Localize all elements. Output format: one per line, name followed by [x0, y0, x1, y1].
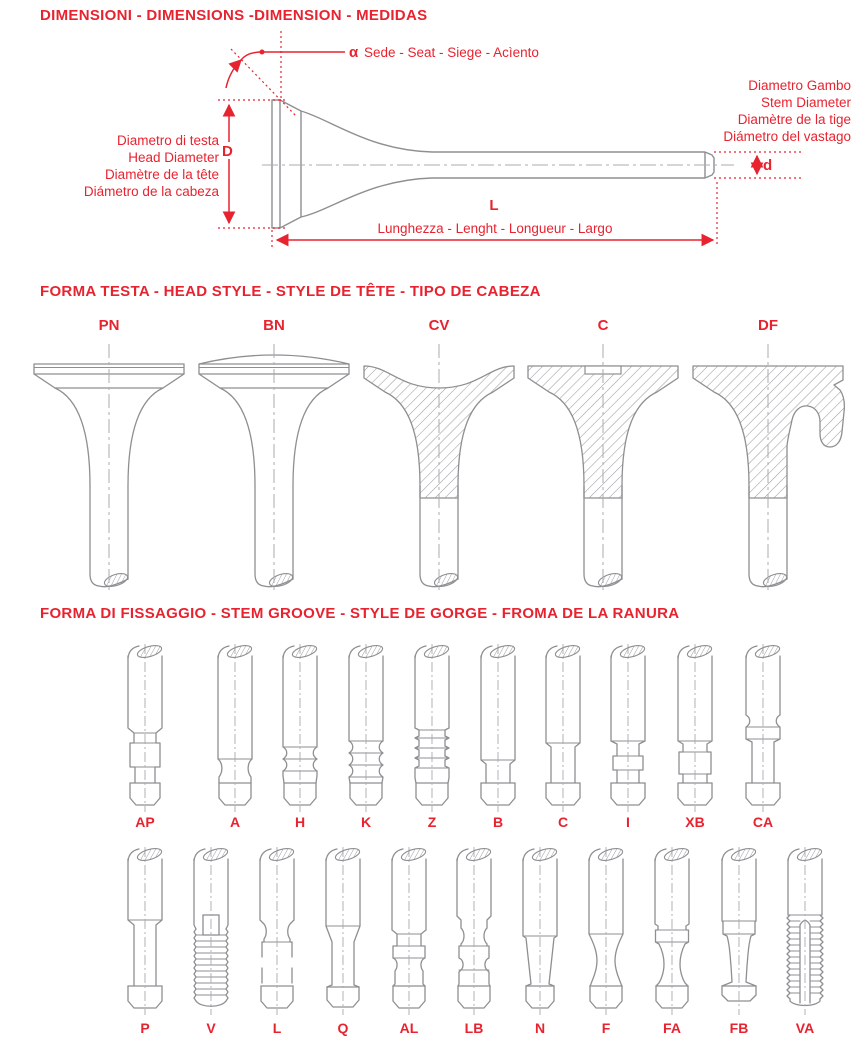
stem-groove-label-C: C	[557, 814, 569, 830]
seat-label: Sede - Seat - Siege - Acìento	[364, 45, 539, 60]
stem-groove-figure-N	[518, 845, 562, 1017]
stem-groove-label-AL: AL	[399, 1020, 419, 1036]
angle-arc	[226, 60, 241, 88]
stem-groove-label-B: B	[492, 814, 504, 830]
stem-groove-figure-L	[255, 845, 299, 1017]
stem-groove-figure-P	[123, 845, 167, 1017]
stem-groove-label-Q: Q	[337, 1020, 349, 1036]
stem-diameter-line-3: Diamètre de la tige	[737, 112, 851, 127]
stem-groove-figure-A	[213, 642, 257, 814]
stem-diameter-line-4: Diámetro del vastago	[723, 129, 851, 144]
dim-symbol-L: L	[489, 197, 499, 214]
head-diameter-line-3: Diamètre de la tête	[104, 167, 219, 182]
stem-groove-label-F: F	[601, 1020, 611, 1036]
stem-groove-label-I: I	[626, 814, 630, 830]
stem-groove-label-FB: FB	[729, 1020, 749, 1036]
stem-grooves-title: FORMA DI FISSAGGIO - STEM GROOVE - STYLE DE GORGE - FROMA DE LA RANURA	[40, 605, 680, 622]
stem-groove-label-V: V	[206, 1020, 216, 1036]
dim-symbol-d: d	[763, 157, 773, 174]
head-diameter-line-1: Diametro di testa	[116, 133, 219, 148]
head-style-figure-CV	[359, 336, 519, 601]
stem-groove-figure-Z	[410, 642, 454, 814]
stem-groove-figure-B	[476, 642, 520, 814]
stem-groove-figure-AL	[387, 845, 431, 1017]
stem-groove-label-VA: VA	[795, 1020, 815, 1036]
stem-groove-figure-CA	[741, 642, 785, 814]
head-style-label-C: C	[597, 317, 609, 334]
head-style-label-DF: DF	[758, 317, 778, 334]
stem-groove-figure-AP	[123, 642, 167, 814]
head-style-label-BN: BN	[263, 317, 285, 334]
head-style-label-PN: PN	[98, 317, 120, 334]
dimension-diagram	[0, 28, 860, 268]
head-diameter-line-4: Diámetro de la cabeza	[83, 184, 219, 199]
dimension-annotations	[218, 31, 801, 247]
stem-groove-label-N: N	[534, 1020, 546, 1036]
stem-groove-label-AP: AP	[135, 814, 155, 830]
stem-groove-figure-LB	[452, 845, 496, 1017]
stem-groove-figure-F	[584, 845, 628, 1017]
stem-groove-figure-FA	[650, 845, 694, 1017]
stem-groove-label-H: H	[294, 814, 306, 830]
head-styles-title: FORMA TESTA - HEAD STYLE - STYLE DE TÊTE - TIPO DE CABEZA	[40, 283, 541, 300]
stem-groove-figure-H	[278, 642, 322, 814]
leader-curve	[241, 52, 262, 60]
stem-groove-label-A: A	[229, 814, 241, 830]
stem-groove-label-CA: CA	[752, 814, 774, 830]
extension-lines	[218, 31, 801, 247]
leader-dot	[260, 50, 265, 55]
head-style-figure-C	[523, 336, 683, 601]
length-label: Lunghezza - Lenght - Longueur - Largo	[377, 221, 613, 236]
stem-groove-figure-I	[606, 642, 650, 814]
dim-symbol-D: D	[222, 143, 233, 160]
stem-diameter-line-2: Stem Diameter	[760, 95, 851, 110]
head-style-figure-PN	[29, 336, 189, 601]
stem-groove-figure-K	[344, 642, 388, 814]
stem-groove-label-LB: LB	[464, 1020, 484, 1036]
stem-groove-label-FA: FA	[663, 1020, 681, 1036]
head-diameter-line-2: Head Diameter	[128, 150, 219, 165]
stem-groove-label-XB: XB	[685, 814, 705, 830]
stem-groove-label-L: L	[272, 1020, 282, 1036]
stem-groove-figure-Q	[321, 845, 365, 1017]
alpha-symbol: α	[349, 44, 359, 61]
head-style-figure-BN	[194, 336, 354, 601]
stem-groove-figure-C	[541, 642, 585, 814]
stem-groove-figure-V	[189, 845, 233, 1017]
head-style-figure-DF	[688, 336, 848, 601]
stem-groove-figure-XB	[673, 642, 717, 814]
stem-groove-figure-VA	[783, 845, 827, 1017]
stem-groove-label-P: P	[140, 1020, 150, 1036]
stem-groove-label-Z: Z	[427, 814, 437, 830]
head-style-label-CV: CV	[428, 317, 450, 334]
dimensions-title: DIMENSIONI - DIMENSIONS -DIMENSION - MEDIDAS	[40, 7, 428, 24]
stem-diameter-line-1: Diametro Gambo	[748, 78, 851, 93]
stem-groove-figure-FB	[717, 845, 761, 1017]
stem-groove-label-K: K	[360, 814, 372, 830]
